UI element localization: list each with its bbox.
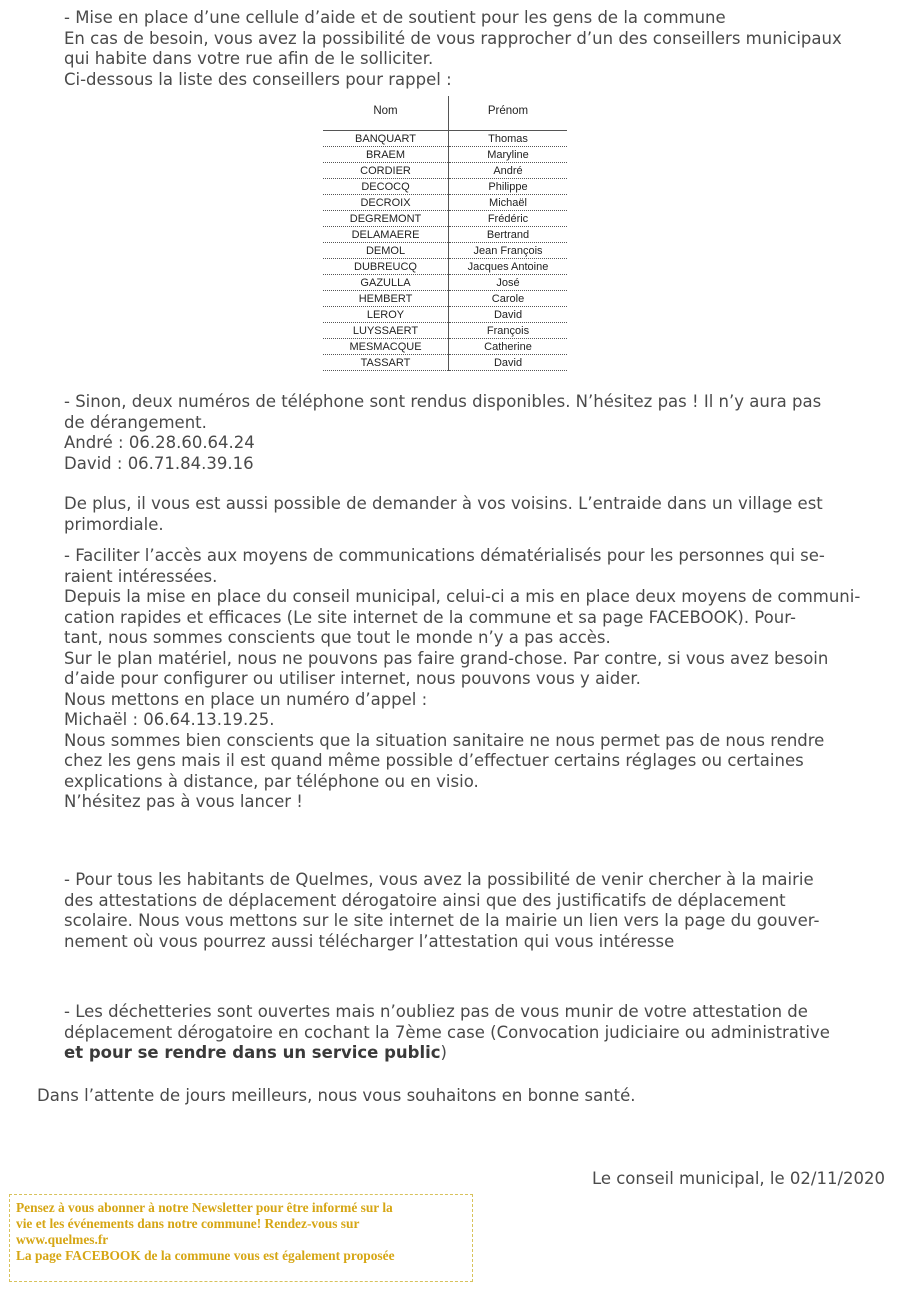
table-row <box>323 195 567 211</box>
table-row <box>323 147 567 163</box>
phones-line: de dérangement. <box>64 412 207 432</box>
intro-line: qui habite dans votre rue afin de le solliciter. <box>64 49 434 68</box>
phones-paragraph <box>64 392 894 474</box>
intro-line: En cas de besoin, vous avez la possibilité de vous rapprocher d’un des conseillers municipaux <box>64 28 842 48</box>
nom-cell: MESMACQUE <box>323 339 449 355</box>
nom-cell: DEMOL <box>323 243 449 259</box>
table-row <box>323 227 567 243</box>
dechetteries-line: déplacement dérogatoire en cochant la 7ème case (Convocation judiciaire ou administrative <box>64 1022 830 1042</box>
nom-cell: HEMBERT <box>323 291 449 307</box>
phone-andre: André : 06.28.60.64.24 <box>64 433 255 452</box>
attestations-line: - Pour tous les habitants de Quelmes, vous avez la possibilité de venir chercher à la mairie <box>64 870 814 889</box>
neighbors-paragraph <box>64 494 894 535</box>
table-row <box>323 275 567 291</box>
digital-line: Nous mettons en place un numéro d’appel : <box>64 689 428 709</box>
attestations-line: scolaire. Nous vous mettons sur le site internet de la mairie un lien vers la page du gouver- <box>64 911 820 930</box>
table-row <box>323 307 567 323</box>
dechetteries-bold-text: et pour se rendre dans un service public <box>64 1043 441 1062</box>
prenom-cell: José <box>449 275 568 291</box>
prenom-cell: David <box>449 355 568 371</box>
digital-line: d’aide pour configurer ou utiliser internet, nous pouvons vous y aider. <box>64 669 641 688</box>
phone-david: David : 06.71.84.39.16 <box>64 453 254 473</box>
digital-line: tant, nous sommes conscients que tout le monde n’y a pas accès. <box>64 628 611 647</box>
neighbors-line: primordiale. <box>64 514 164 534</box>
table-row <box>323 179 567 195</box>
col-header-prenom: Prénom <box>487 105 529 117</box>
prenom-cell: Michaël <box>449 195 568 211</box>
table-row <box>323 211 567 227</box>
nom-cell: DEGREMONT <box>323 211 449 227</box>
nom-cell: DECROIX <box>323 195 449 211</box>
nom-cell: TASSART <box>323 355 449 371</box>
prenom-cell: Frédéric <box>449 211 568 227</box>
dechetteries-paragraph <box>64 1002 894 1064</box>
attestations-line: nement où vous pourrez aussi télécharger l’attestation qui vous intéresse <box>64 931 675 951</box>
nom-cell: GAZULLA <box>323 275 449 291</box>
phones-line: - Sinon, deux numéros de téléphone sont rendus disponibles. N’hésitez pas ! Il n’y aura pas <box>64 392 822 411</box>
col-header-nom: Nom <box>323 96 449 126</box>
prenom-cell: André <box>449 163 568 179</box>
prenom-cell: Maryline <box>449 147 568 163</box>
digital-line: N’hésitez pas à vous lancer ! <box>64 792 303 811</box>
newsletter-line: vie et les événements dans notre commune! Rendez-vous sur <box>16 1216 360 1231</box>
nom-cell: DECOCQ <box>323 179 449 195</box>
newsletter-box <box>9 1194 473 1282</box>
nom-cell: BRAEM <box>323 147 449 163</box>
prenom-cell: Catherine <box>449 339 568 355</box>
digital-line: raient intéressées. <box>64 566 218 586</box>
digital-line: chez les gens mais il est quand même possible d’effectuer certains réglages ou certaines <box>64 751 804 770</box>
table-row <box>323 243 567 259</box>
nom-cell: CORDIER <box>323 163 449 179</box>
prenom-cell: Bertrand <box>449 227 568 243</box>
councillors-table <box>323 96 567 371</box>
newsletter-url: www.quelmes.fr <box>16 1232 109 1247</box>
phone-michael: Michaël : 06.64.13.19.25. <box>64 710 275 729</box>
intro-line: Ci-dessous la liste des conseillers pour rappel : <box>64 69 452 89</box>
digital-line: Nous sommes bien conscients que la situation sanitaire ne nous permet pas de nous rendre <box>64 730 825 750</box>
newsletter-line: La page FACEBOOK de la commune vous est également proposée <box>16 1248 395 1263</box>
prenom-cell: Philippe <box>449 179 568 195</box>
attestations-paragraph <box>64 870 894 952</box>
digital-line: Depuis la mise en place du conseil municipal, celui-ci a mis en place deux moyens de communi- <box>64 587 861 606</box>
table-row <box>323 339 567 355</box>
table-row <box>323 163 567 179</box>
dechetteries-line <box>64 1043 894 1064</box>
table-row <box>323 323 567 339</box>
nom-cell: DUBREUCQ <box>323 259 449 275</box>
attestations-line: des attestations de déplacement dérogatoire ainsi que des justificatifs de déplacement <box>64 890 786 910</box>
prenom-cell: Thomas <box>449 131 568 147</box>
neighbors-line: De plus, il vous est aussi possible de demander à vos voisins. L’entraide dans un village est <box>64 494 823 513</box>
signature: Le conseil municipal, le 02/11/2020 <box>591 1169 885 1188</box>
prenom-cell: David <box>449 307 568 323</box>
intro-paragraph <box>64 8 894 90</box>
newsletter-line: Pensez à vous abonner à notre Newsletter pour être informé sur la <box>16 1200 393 1215</box>
nom-cell: LUYSSAERT <box>323 323 449 339</box>
nom-cell: LEROY <box>323 307 449 323</box>
table-row <box>323 131 567 147</box>
prenom-cell: Carole <box>449 291 568 307</box>
table-row <box>323 355 567 371</box>
digital-paragraph <box>64 546 894 813</box>
digital-line: - Faciliter l’accès aux moyens de communications dématérialisés pour les personnes qui se- <box>64 546 825 565</box>
nom-cell: DELAMAERE <box>323 227 449 243</box>
dechetteries-line: - Les déchetteries sont ouvertes mais n’oubliez pas de vous munir de votre attestation de <box>64 1002 808 1021</box>
intro-line: - Mise en place d’une cellule d’aide et de soutient pour les gens de la commune <box>64 8 726 27</box>
prenom-cell: François <box>449 323 568 339</box>
closing-sentence: Dans l’attente de jours meilleurs, nous vous souhaitons en bonne santé. <box>37 1086 636 1105</box>
nom-cell: BANQUART <box>323 131 449 147</box>
prenom-cell: Jean François <box>449 243 568 259</box>
dechetteries-closing-paren: ) <box>440 1043 447 1062</box>
digital-line: explications à distance, par téléphone ou en visio. <box>64 771 479 791</box>
table-row <box>323 259 567 275</box>
digital-line: cation rapides et efficaces (Le site internet de la commune et sa page FACEBOOK). Pour- <box>64 607 796 627</box>
prenom-cell: Jacques Antoine <box>449 259 568 275</box>
table-row <box>323 291 567 307</box>
digital-line: Sur le plan matériel, nous ne pouvons pas faire grand-chose. Par contre, si vous avez besoin <box>64 648 829 668</box>
